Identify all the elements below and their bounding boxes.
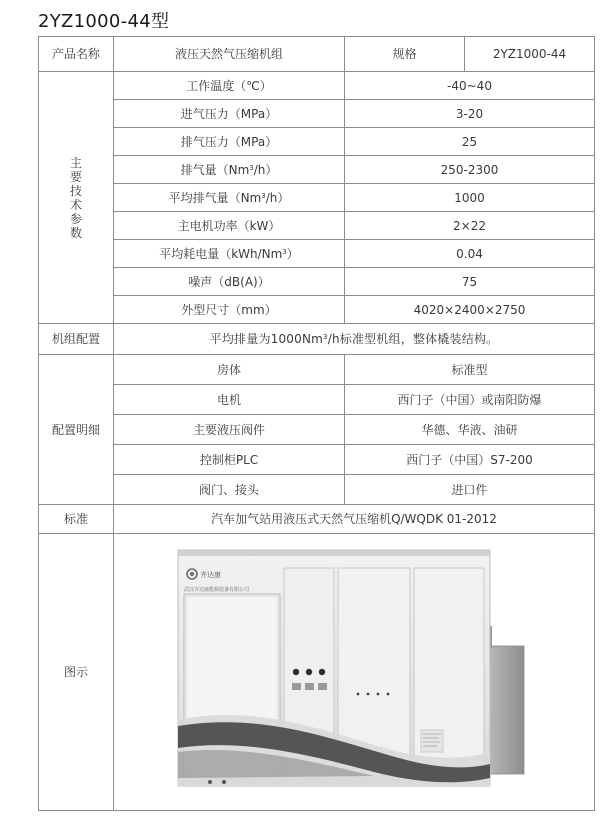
param-row xyxy=(39,72,595,100)
vent-dot xyxy=(377,693,380,696)
config-item: 电机 xyxy=(114,385,345,415)
config-item: 控制柜PLC xyxy=(114,445,345,475)
compressor-unit-image xyxy=(114,534,594,810)
config-row xyxy=(39,445,595,475)
config-detail-label: 配置明细 xyxy=(39,355,114,505)
config-item: 阀门、接头 xyxy=(114,475,345,505)
config-value: 西门子（中国）或南阳防爆 xyxy=(345,385,595,415)
param-label: 主电机功率（kW） xyxy=(114,212,345,240)
param-label: 进气压力（MPa） xyxy=(114,100,345,128)
roof-edge xyxy=(178,550,490,556)
warning-label xyxy=(292,683,301,690)
param-value: 4020×2400×2750 xyxy=(345,296,595,324)
param-label: 排气量（Nm$^3$/h） xyxy=(114,156,345,184)
warning-label xyxy=(305,683,314,690)
param-row xyxy=(39,296,595,324)
vent-dot xyxy=(387,693,390,696)
config-row xyxy=(39,355,595,385)
config-item: 房体 xyxy=(114,355,345,385)
param-label: 外型尺寸（mm） xyxy=(114,296,345,324)
param-row xyxy=(39,212,595,240)
config-row xyxy=(39,475,595,505)
param-label: 工作温度（℃） xyxy=(114,72,345,100)
param-value: -40~40 xyxy=(345,72,595,100)
base-bolt xyxy=(222,780,226,784)
config-value: 华德、华液、油研 xyxy=(345,415,595,445)
unit-config-value: 平均排量为1000Nm$^3$/h标准型机组，整体橇装结构。 xyxy=(114,324,595,355)
standard-row xyxy=(39,505,595,534)
param-value: 0.04 xyxy=(345,240,595,268)
param-value: 250-2300 xyxy=(345,156,595,184)
warning-label xyxy=(318,683,327,690)
spec-value: 2YZ1000-44 xyxy=(465,37,595,72)
param-row xyxy=(39,268,595,296)
unit-config-row xyxy=(39,324,595,355)
config-value: 标准型 xyxy=(345,355,595,385)
logo-text: 齐达康 xyxy=(200,571,221,579)
standard-value: 汽车加气站用液压式天然气压缩机Q/WQDK 01-2012 xyxy=(114,505,595,534)
header-row xyxy=(39,37,595,72)
main-params-label: 主 要 技 术 参 数 xyxy=(39,72,114,324)
illustration-label: 图示 xyxy=(39,534,114,811)
param-row xyxy=(39,184,595,212)
param-value: 1000 xyxy=(345,184,595,212)
config-value: 进口件 xyxy=(345,475,595,505)
illustration-cell xyxy=(114,534,595,811)
product-name-value: 液压天然气压缩机组 xyxy=(114,37,345,72)
vent-dot xyxy=(357,693,360,696)
nameplate xyxy=(421,730,443,752)
indicator-light xyxy=(293,669,299,675)
standard-label: 标准 xyxy=(39,505,114,534)
illustration-row xyxy=(39,534,595,811)
config-row xyxy=(39,415,595,445)
spec-label: 规格 xyxy=(345,37,465,72)
param-row xyxy=(39,100,595,128)
param-row xyxy=(39,128,595,156)
param-value: 2×22 xyxy=(345,212,595,240)
param-label: 噪声（dB(A)） xyxy=(114,268,345,296)
param-value: 3-20 xyxy=(345,100,595,128)
vent-dot xyxy=(367,693,370,696)
indicator-light xyxy=(319,669,325,675)
page-title: 2YZ1000-44型 xyxy=(38,11,170,32)
param-label: 平均排气量（Nm$^3$/h） xyxy=(114,184,345,212)
param-label: 平均耗电量（kWh/Nm$^3$） xyxy=(114,240,345,268)
param-label: 排气压力（MPa） xyxy=(114,128,345,156)
config-value: 西门子（中国）S7-200 xyxy=(345,445,595,475)
indicator-light xyxy=(306,669,312,675)
param-value: 25 xyxy=(345,128,595,156)
unit-config-label: 机组配置 xyxy=(39,324,114,355)
param-row xyxy=(39,156,595,184)
param-value: 75 xyxy=(345,268,595,296)
product-name-label: 产品名称 xyxy=(39,37,114,72)
spec-table xyxy=(38,36,595,811)
company-name: 武汉齐达康能源装备有限公司 xyxy=(184,587,250,593)
config-item: 主要液压阀件 xyxy=(114,415,345,445)
config-row xyxy=(39,385,595,415)
base-bolt xyxy=(208,780,212,784)
param-row xyxy=(39,240,595,268)
